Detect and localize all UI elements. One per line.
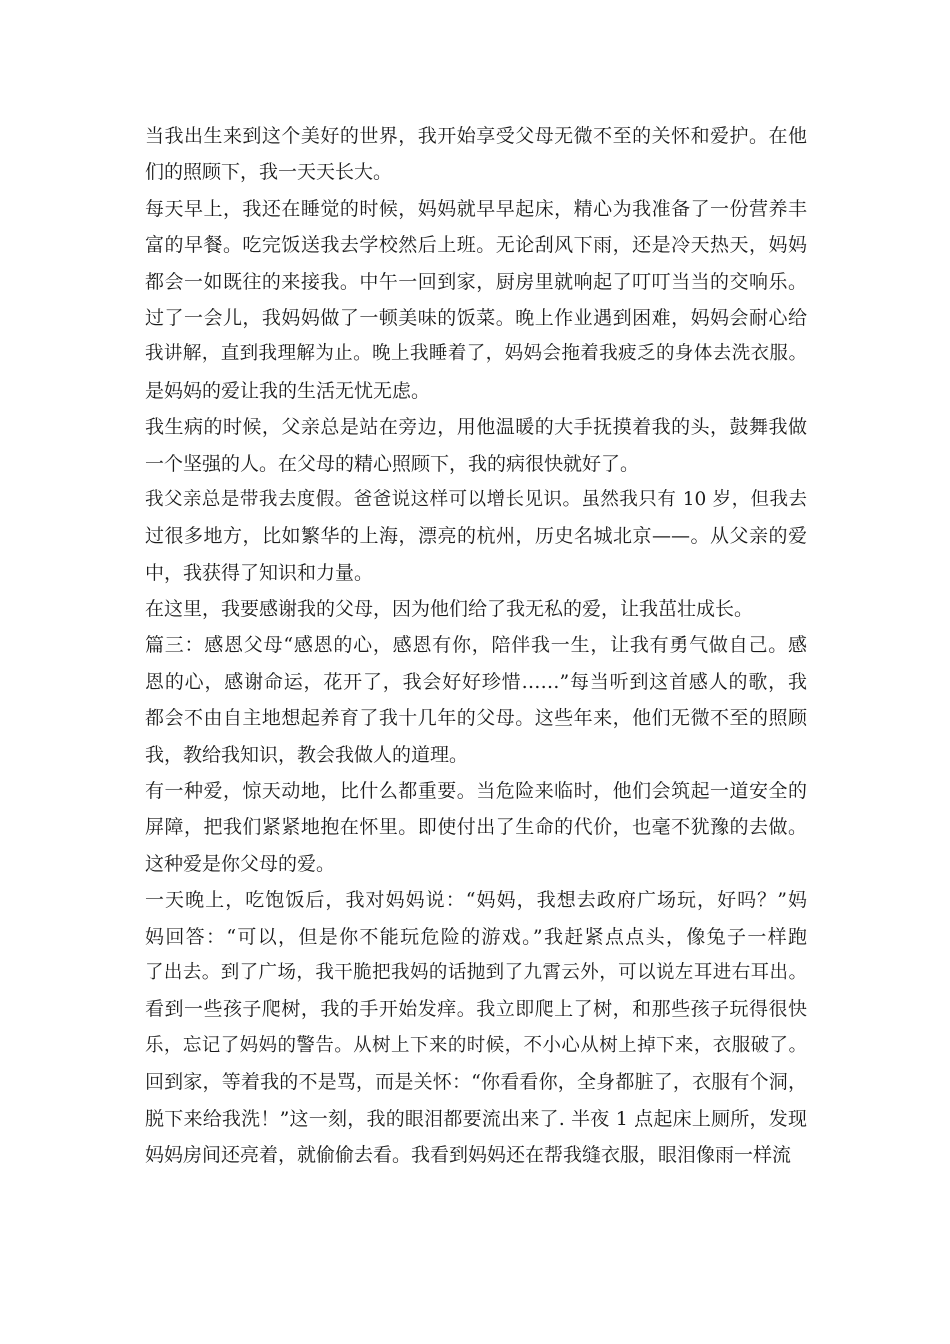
paragraph (145, 882, 807, 1173)
text-line: 们的照顾下，我一天天长大。 (145, 161, 393, 184)
text-line: 脱下来给我洗！”这一刻，我的眼泪都要流出来了. 半夜 1 点起床上厕所，发现 (145, 1107, 807, 1130)
text-line: 过很多地方，比如繁华的上海，漂亮的杭州，历史名城北京——。从父亲的爱 (145, 525, 807, 548)
text-line: 篇三：感恩父母“感恩的心，感恩有你，陪伴我一生，让我有勇气做自己。感 (145, 634, 807, 657)
text-line: 恩的心，感谢命运，花开了，我会好好珍惜……”每当听到这首感人的歌，我 (145, 670, 807, 693)
text-line: 我生病的时候，父亲总是站在旁边，用他温暖的大手抚摸着我的头，鼓舞我做 (145, 416, 807, 439)
text-line: 妈妈房间还亮着，就偷偷去看。我看到妈妈还在帮我缝衣服，眼泪像雨一样流 (145, 1143, 792, 1166)
text-line: 在这里，我要感谢我的父母，因为他们给了我无私的爱，让我茁壮成长。 (145, 598, 754, 621)
text-line: 一天晚上，吃饱饭后，我对妈妈说：“妈妈，我想去政府广场玩，好吗？”妈 (145, 889, 807, 912)
text-line: 了出去。到了广场，我干脆把我妈的话抛到了九霄云外，可以说左耳进右耳出。 (145, 961, 807, 983)
text-line: 有一种爱，惊天动地，比什么都重要。当危险来临时，他们会筑起一道安全的 (145, 780, 807, 803)
text-line: 都会不由自主地想起养育了我十几年的父母。这些年来，他们无微不至的照顾 (145, 707, 807, 730)
text-line: 当我出生来到这个美好的世界，我开始享受父母无微不至的关怀和爱护。在他 (145, 125, 807, 147)
text-line: 我讲解，直到我理解为止。晚上我睡着了，妈妈会拖着我疲乏的身体去洗衣服。 (145, 343, 807, 365)
paragraph (145, 482, 807, 591)
text-line: 回到家，等着我的不是骂，而是关怀：“你看看你，全身都脏了，衣服有个洞， (145, 1071, 807, 1094)
paragraph (145, 773, 807, 882)
paragraph (145, 627, 807, 773)
text-line: 过了一会儿，我妈妈做了一顿美味的饭菜。晚上作业遇到困难，妈妈会耐心给 (145, 306, 807, 329)
text-line: 我，教给我知识，教会我做人的道理。 (145, 743, 469, 766)
text-line: 屏障，把我们紧紧地抱在怀里。即使付出了生命的代价，也毫不犹豫的去做。 (145, 816, 807, 839)
text-line: 都会一如既往的来接我。中午一回到家，厨房里就响起了叮叮当当的交响乐。 (145, 270, 807, 293)
document-body (145, 118, 807, 1173)
text-line: 看到一些孩子爬树，我的手开始发痒。我立即爬上了树，和那些孩子玩得很快 (145, 998, 807, 1021)
text-line: 一个坚强的人。在父母的精心照顾下，我的病很快就好了。 (145, 452, 640, 475)
text-line: 中，我获得了知识和力量。 (145, 561, 374, 584)
text-line: 我父亲总是带我去度假。爸爸说这样可以增长见识。虽然我只有 10 岁，但我去 (145, 488, 807, 510)
paragraph (145, 409, 807, 482)
paragraph (145, 591, 807, 627)
text-line: 是妈妈的爱让我的生活无忧无虑。 (145, 379, 431, 402)
text-line: 每天早上，我还在睡觉的时候，妈妈就早早起床，精心为我准备了一份营养丰 (145, 197, 807, 220)
paragraph (145, 191, 807, 409)
text-line: 乐，忘记了妈妈的警告。从树上下来的时候，不小心从树上掉下来，衣服破了。 (145, 1034, 807, 1056)
text-line: 富的早餐。吃完饭送我去学校然后上班。无论刮风下雨，还是冷天热天，妈妈 (145, 234, 807, 257)
paragraph (145, 118, 807, 191)
text-line: 妈回答：“可以，但是你不能玩危险的游戏。”我赶紧点点头，像兔子一样跑 (145, 925, 807, 948)
text-line: 这种爱是你父母的爱。 (145, 852, 336, 875)
